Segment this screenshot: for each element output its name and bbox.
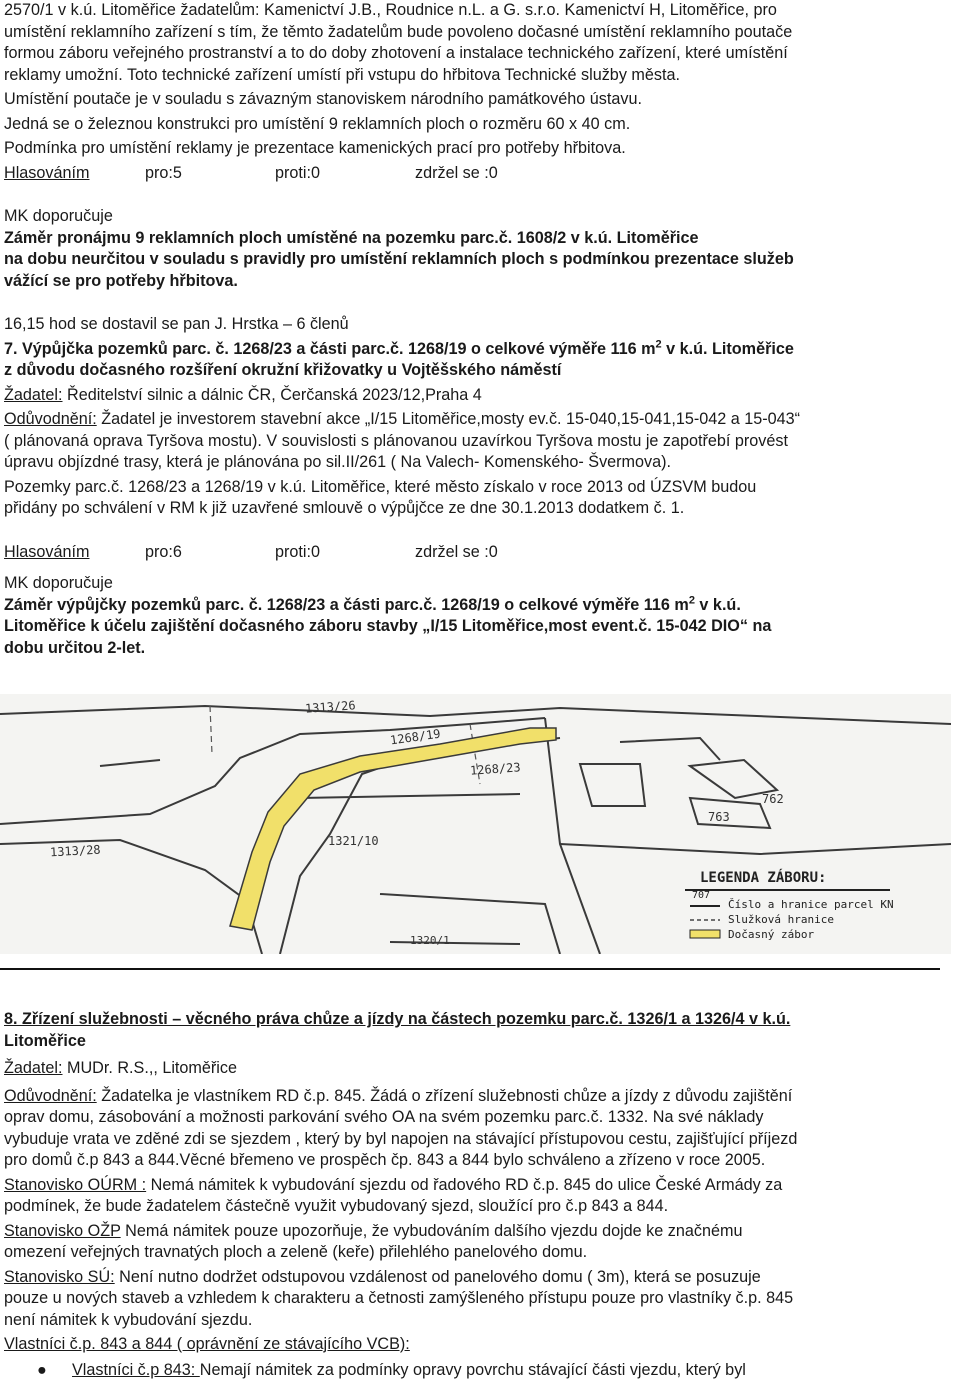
map-legend-item: Dočasný zábor — [728, 928, 815, 941]
item7-mk-line: dobu určitou 2-let. — [4, 638, 146, 657]
item8-reason-line: pro domů č.p 843 a 844.Věcné břemeno ve prospěch čp. 843 a 844 bylo schváleno a zřízeno v roce 2005. — [4, 1151, 766, 1169]
parcel-label: 1313/26 — [304, 698, 357, 716]
item6-mk-line: na dobu neurčitou v souladu s pravidly pro umístění reklamních ploch s podmínkou prezentace služeb — [4, 250, 794, 268]
item7-vote-line — [4, 542, 954, 564]
item6-intro-line: reklamy umožní. Toto technické zařízení umístí při vstupu do hřbitova Technické služby města. — [4, 65, 680, 84]
vote-pro: pro:6 — [145, 542, 182, 561]
item7-parcels-line: přidány po schválení v RM k již uzavřené smlouvě o výpůjčce ze dne 30.1.2013 dodatkem č. 1. — [4, 499, 685, 517]
parcel-label: 763 — [708, 810, 730, 824]
arrival-note: 16,15 hod se dostavil se pan J. Hrstka – 6 členů — [4, 315, 349, 333]
item8-reason-line: oprav domu, zásobování a možnosti parkování svého OA na svém pozemku parc.č. 1332. Na své náklady — [4, 1108, 764, 1126]
item8-su-line: není námitek k vybudování sjezdu. — [4, 1310, 253, 1329]
item8-owner-list — [4, 1360, 954, 1382]
item7-title: 7. Výpůjčka pozemků parc. č. 1268/23 a části parc.č. 1268/19 o celkové výměře 116 $m^2$ v k.ú. Litoměřice — [4, 338, 794, 358]
cadastral-map — [0, 694, 951, 954]
item6-paragraph: Podmínka pro umístění reklamy je prezentace kamenických prací pro potřeby hřbitova. — [4, 139, 626, 157]
item7-mk-heading: MK doporučuje — [4, 574, 113, 592]
item8-ourm-line: podmínek, že bude žadatelem částečně využit vybudovaný sjezd, sloužící pro č.p 843 a 844. — [4, 1197, 669, 1215]
item6-paragraph: Jedná se o železnou konstrukci pro umístění 9 reklamních ploch o rozměru 60 x 40 cm. — [4, 114, 631, 133]
item8-title: 8. Zřízení služebnosti – věcného práva chůze a jízdy na částech pozemku parc.č. 1326/1 a 1326/4 v k.ú. — [4, 1010, 791, 1028]
item8-reason-line: vybuduje vrata ve zděné zdi se sjezdem , který by byl napojen na stávající přístupovou cestu, zajišťující příjezd — [4, 1129, 798, 1148]
parcel-label: 1268/19 — [389, 726, 442, 748]
item8-applicant: Žadatel: MUDr. R.S.,, Litoměřice — [4, 1059, 237, 1077]
map-legend-item: Číslo a hranice parcel KN — [728, 898, 894, 911]
parcel-label: 762 — [762, 792, 784, 806]
vote-label: Hlasováním — [4, 163, 90, 182]
map-legend-title: LEGENDA ZÁBORU: — [700, 870, 827, 886]
item8-ozp-line: omezení veřejných travnatých ploch a zeleně (keře) přilehlého panelového domu. — [4, 1243, 588, 1261]
item7-reason: Odůvodnění: Žadatel je investorem stavební akce „I/15 Litoměřice,mosty ev.č. 15-040,15-041,15-042 a 15-043“ — [4, 410, 801, 428]
item8-ozp: Stanovisko OŽP Nemá námitek pouze upozorňuje, že vybudováním dalšího vjezdu dojde ke značnému — [4, 1221, 743, 1240]
map-legend-item: Služková hranice — [728, 913, 834, 926]
item6-mk-line: vážící se pro potřeby hřbitova. — [4, 271, 238, 290]
item8-owners: Vlastníci č.p. 843 a 844 ( oprávnění ze stávajícího VCB): — [4, 1335, 410, 1353]
parcel-label: 1268/23 — [469, 760, 522, 778]
item6-mk-line: Záměr pronájmu 9 reklamních ploch umístěné na pozemku parc.č. 1608/2 v k.ú. Litoměřice — [4, 228, 699, 247]
item7-subtitle: z důvodu dočasného rozšíření okružní křižovatky u Vojtěšského náměstí — [4, 361, 562, 379]
map-legend-code: 707 — [692, 890, 711, 901]
vote-proti: proti:0 — [275, 163, 320, 182]
parcel-label: 1320/1 — [410, 934, 450, 947]
parcel-label: 1313/28 — [49, 842, 101, 860]
item7-reason-line: ( plánovaná oprava Tyršova mostu). V souvislosti s plánovanou uzavírkou Tyršova mostu je zapotřebí provést — [4, 431, 788, 450]
vote-zdrzel: zdržel se :0 — [415, 163, 498, 182]
section-divider — [0, 968, 940, 970]
item8-su-line: pouze u nových staveb a vzhledem k charakteru a četnosti zamýšleného přístupu pouze pro vlastníky č.p. 845 — [4, 1289, 794, 1307]
list-item: ● Vlastníci č.p 843: Nemají námitek za podmínky opravy povrchu stávající části vjezdu, který byl — [4, 1360, 954, 1382]
parcel-label: 1321/10 — [328, 834, 379, 848]
document-page — [4, 0, 954, 659]
item7-mk-line: Litoměřice k účelu zajištění dočasného záboru stavby „I/15 Litoměřice,most event.č. 15-042 DIO“ na — [4, 617, 772, 635]
item7-reason-line: úpravu objízdné trasy, která je plánována po sil.II/261 ( Na Valech- Komenského- Švermova). — [4, 453, 672, 471]
item7-mk-line: Záměr výpůjčky pozemků parc. č. 1268/23 a části parc.č. 1268/19 o celkové výměře 116 $m^2$ v k.ú. — [4, 594, 741, 614]
item8-section — [4, 1009, 954, 1381]
item6-intro-line: umístění reklamního zařízení s tím, že těmto žadatelům bude povoleno dočasné umístění reklamního poutače — [4, 22, 793, 41]
item6-paragraph: Umístění poutače je v souladu s závazným stanoviskem národního památkového ústavu. — [4, 90, 642, 108]
item8-ourm: Stanovisko OÚRM : Nemá námitek k vybudování sjezdu od řadového RD č.p. 845 do ulice České Armády za — [4, 1175, 783, 1194]
bullet-icon: ● — [37, 1360, 47, 1379]
item7-applicant: Žadatel: Ředitelství silnic a dálnic ČR, Čerčanská 2023/12,Praha 4 — [4, 385, 482, 404]
vote-zdrzel: zdržel se :0 — [415, 542, 498, 561]
item8-reason: Odůvodnění: Žadatelka je vlastníkem RD č.p. 845. Žádá o zřízení služebnosti chůze a jízdy z důvodu zajištění — [4, 1086, 793, 1105]
item6-intro-line: formou záboru veřejného prostranství a to do doby zhotovení a instalace technického zařízení, které umístění — [4, 44, 788, 62]
item8-su: Stanovisko SÚ: Není nutno dodržet odstupovou vzdálenost od panelového domu ( 3m), která se posuzuje — [4, 1267, 761, 1286]
item6-intro-lead: 2570/1 v k.ú. Litoměřice žadatelům: Kamenictví J.B., Roudnice n.L. a G. s.r.o. Kamenictví H, Litoměřice, pro — [4, 1, 777, 19]
item6-mk-heading: MK doporučuje — [4, 207, 113, 225]
item6-vote-line — [4, 163, 954, 185]
item8-title-line: Litoměřice — [4, 1031, 86, 1050]
vote-proti: proti:0 — [275, 542, 320, 561]
vote-label: Hlasováním — [4, 542, 90, 561]
item7-parcels: Pozemky parc.č. 1268/23 a 1268/19 v k.ú. Litoměřice, které město získalo v roce 2013 od ÚZSVM budou — [4, 477, 757, 496]
vote-pro: pro:5 — [145, 163, 182, 182]
